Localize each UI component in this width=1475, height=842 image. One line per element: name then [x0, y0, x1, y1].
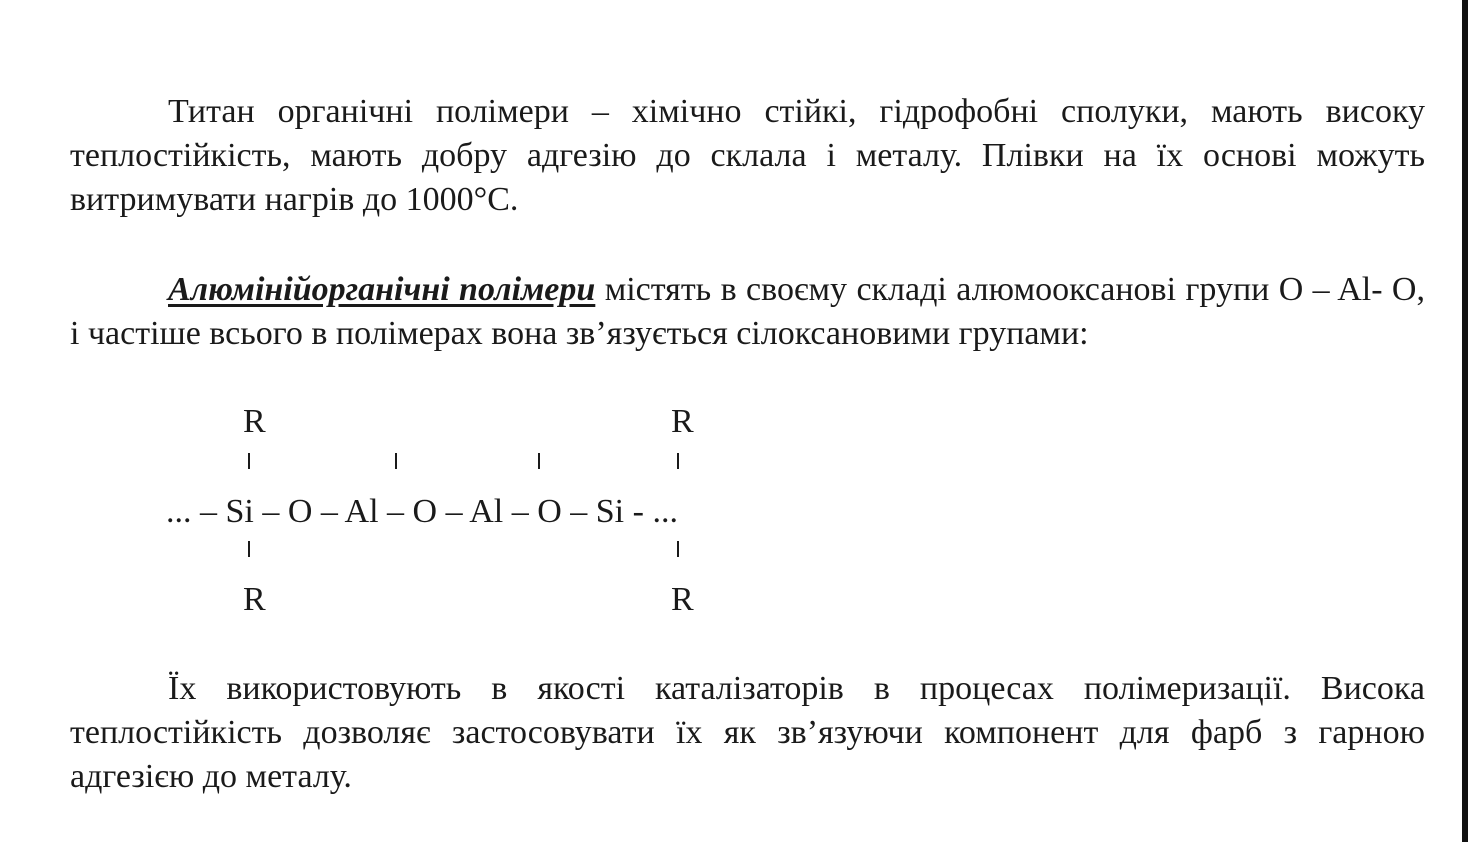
formula-radical-bottom-right: R [671, 581, 694, 618]
term-heading: Алюмінійорганічні полімери [168, 271, 596, 308]
paragraph-text: містять в своєму складі алюмооксанові групи O – Al- O, і частіше всього в полімерах вона зв’язується сілоксановими групами: [70, 271, 1425, 352]
formula-radical-top-left: R [243, 403, 266, 440]
formula-bond-bottom-si-left [248, 541, 250, 557]
formula-bond-top-al-1 [395, 453, 397, 469]
paragraph-titanium-polymers [70, 90, 1425, 222]
formula-bond-top-al-2 [538, 453, 540, 469]
paragraph-text: Їх використовують в якості каталізаторів в процесах полімеризації. Висока теплостійкість дозволяє застосовувати їх як зв’язуючи компонент для фарб з гарною адгезією до металу. [70, 670, 1425, 795]
paragraph-aluminium-polymers [70, 268, 1425, 356]
formula-chain: ... – Si – O – Al – O – Al – O – Si - ... [166, 493, 678, 530]
paragraph-text: Титан органічні полімери – хімічно стійкі, гідрофобні сполуки, мають високу теплостійкість, мають добру адгезію до склала і металу. Плівки на їх основі можуть витримувати нагрів до 1000°C. [70, 93, 1425, 218]
formula-radical-bottom-left: R [243, 581, 266, 618]
formula-radical-top-right: R [671, 403, 694, 440]
page-edge-border [1462, 0, 1468, 842]
formula-bond-top-si-left [248, 453, 250, 469]
paragraph-applications [70, 667, 1425, 799]
formula-bond-top-si-right [677, 453, 679, 469]
formula-bond-bottom-si-right [677, 541, 679, 557]
